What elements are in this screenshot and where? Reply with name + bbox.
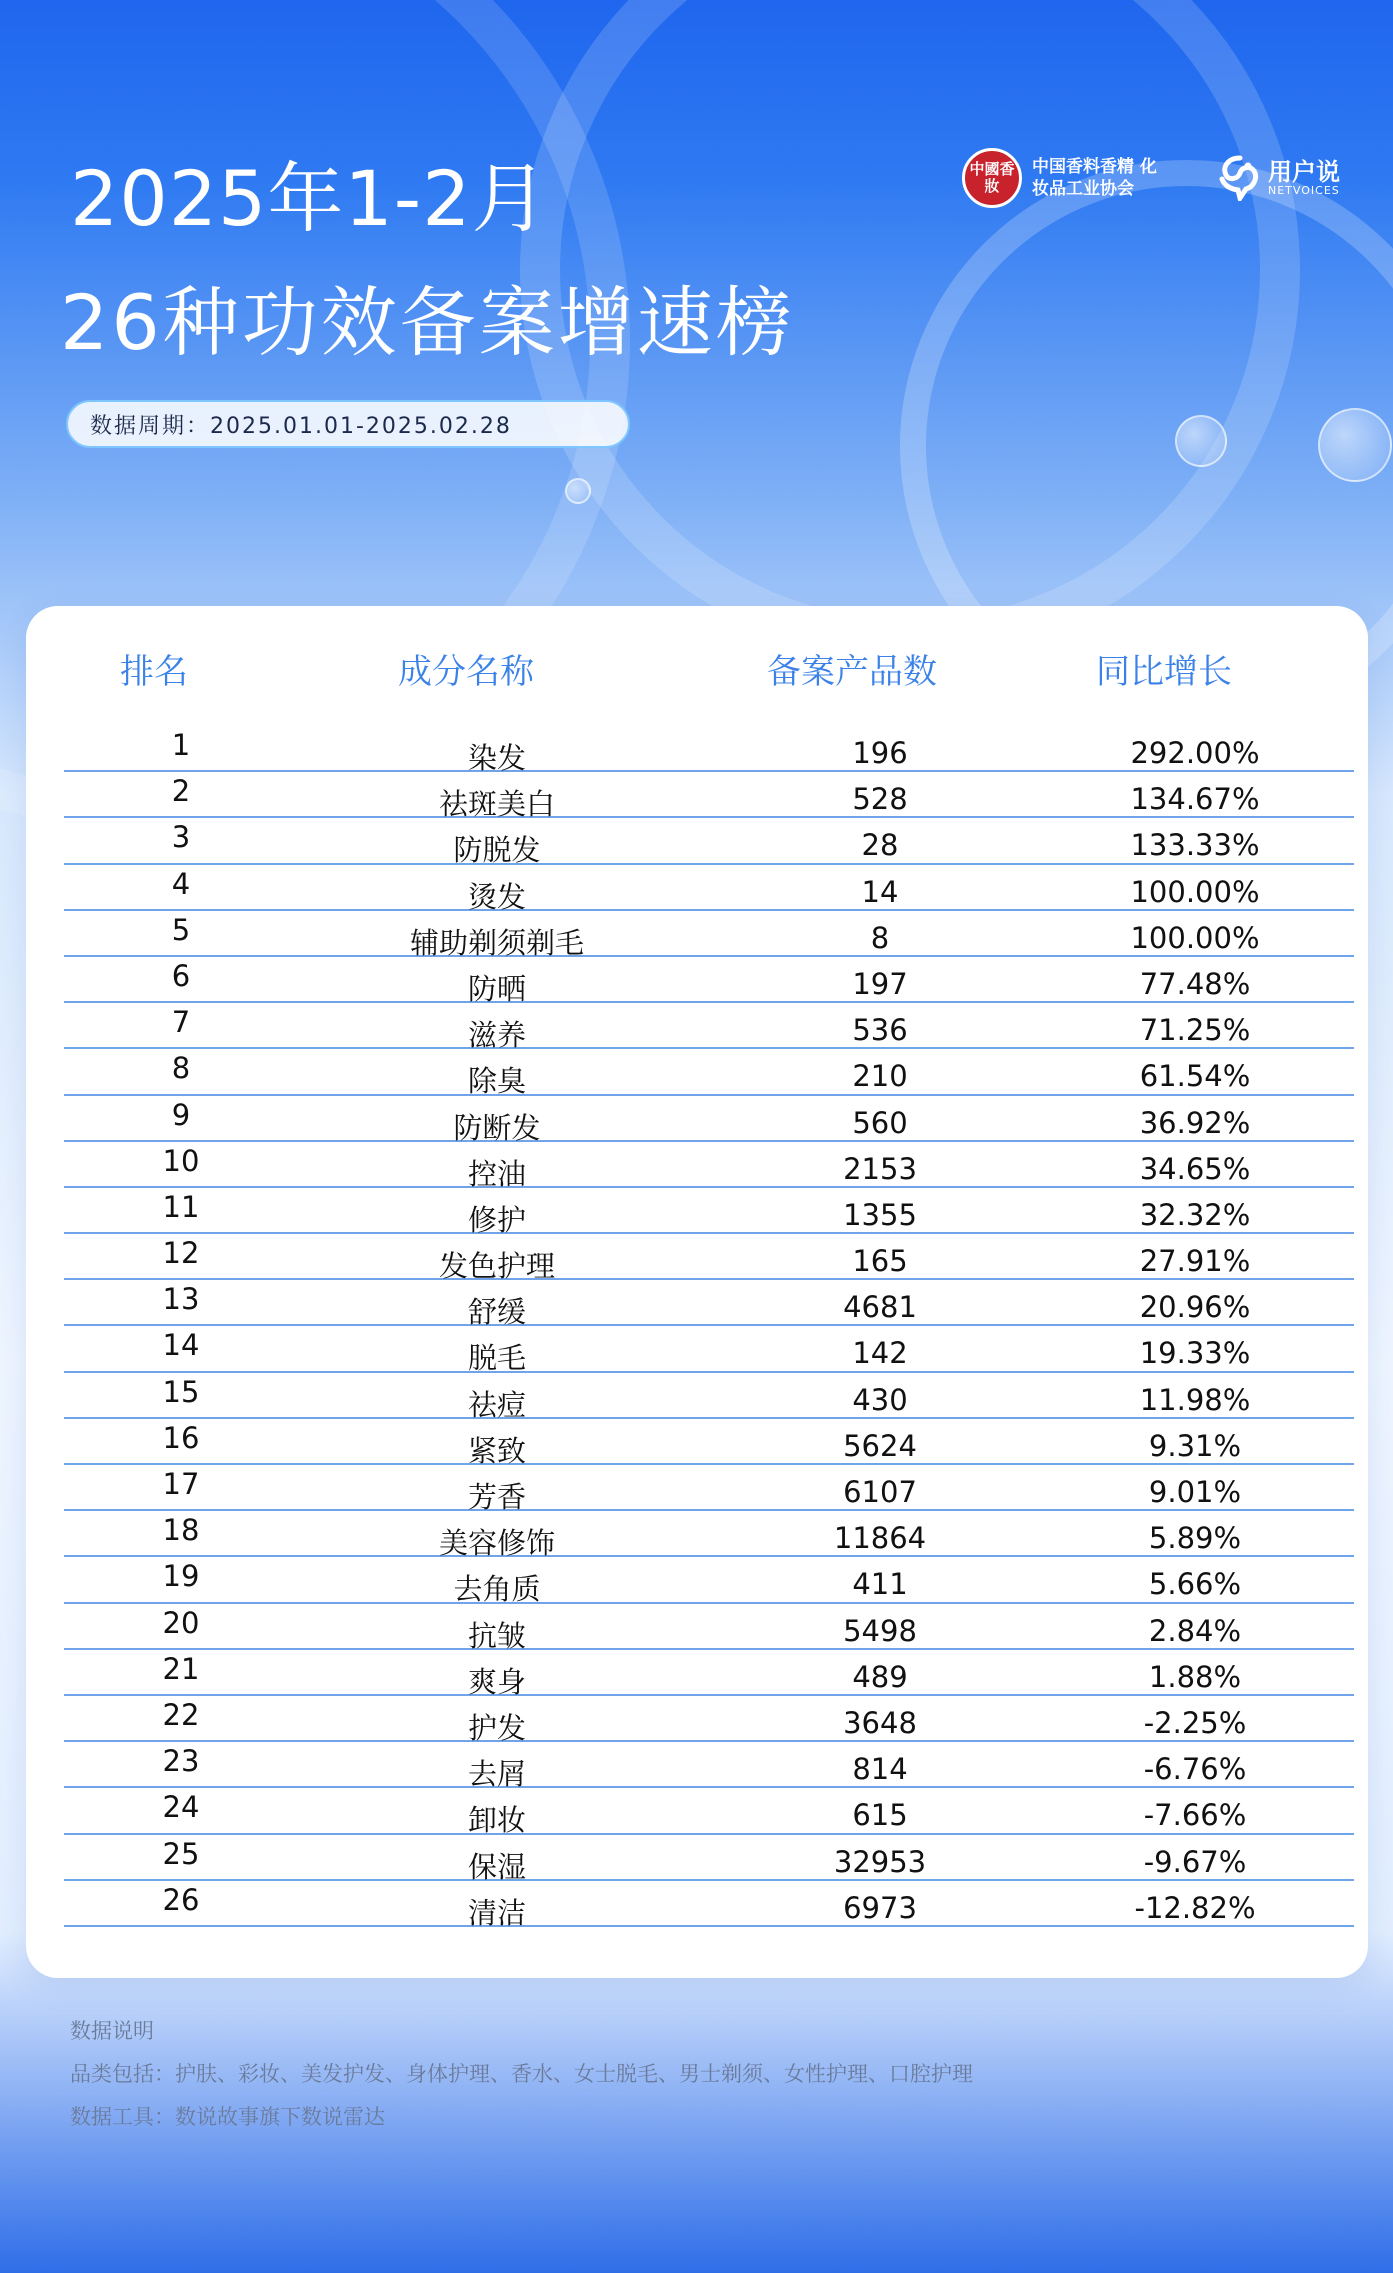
growth-cell: 134.67%	[1130, 782, 1260, 817]
growth-cell: -7.66%	[1143, 1798, 1247, 1833]
notes-tool: 数据工具：数说故事旗下数说雷达	[70, 2105, 385, 2129]
rank-cell: 3	[171, 820, 191, 855]
filing-count-cell: 14	[861, 874, 899, 909]
header-filing-count: 备案产品数	[767, 652, 937, 692]
table-row	[64, 1511, 1354, 1561]
rank-cell: 21	[162, 1651, 200, 1686]
rank-cell: 4	[171, 866, 191, 901]
filing-count-cell: 6107	[843, 1475, 917, 1509]
rank-cell: 7	[171, 1005, 191, 1040]
ingredient-name-cell: 滋养	[467, 1018, 527, 1053]
rank-cell: 13	[162, 1282, 200, 1317]
association-name: 中国香料香精 化妆品工业协会	[1032, 157, 1157, 199]
growth-cell: 5.89%	[1148, 1521, 1242, 1556]
growth-cell: -12.82%	[1134, 1890, 1256, 1925]
netvoices-icon	[1218, 155, 1262, 201]
growth-cell: 77.48%	[1139, 966, 1251, 1001]
filing-count-cell: 210	[852, 1059, 908, 1094]
ingredient-name-cell: 去角质	[453, 1572, 541, 1607]
ingredient-name-cell: 去屑	[467, 1757, 527, 1792]
ingredient-name-cell: 保湿	[467, 1849, 527, 1884]
growth-cell: 20.96%	[1139, 1290, 1251, 1325]
growth-cell: 5.66%	[1148, 1567, 1242, 1602]
rank-cell: 19	[162, 1559, 200, 1594]
growth-cell: 2.84%	[1148, 1613, 1242, 1648]
ingredient-name-cell: 发色护理	[438, 1249, 556, 1284]
ingredient-name-cell: 卸妆	[467, 1803, 527, 1838]
rank-cell: 20	[162, 1605, 200, 1640]
table-row	[64, 726, 1354, 775]
table-row	[64, 818, 1354, 868]
rank-cell: 12	[162, 1236, 200, 1271]
data-period-badge	[66, 400, 630, 448]
ingredient-name-cell: 芳香	[467, 1480, 527, 1514]
header-ingredient-name: 成分名称	[398, 652, 534, 692]
table-row	[64, 1188, 1354, 1237]
growth-cell: 100.00%	[1130, 874, 1260, 909]
rank-cell: 2	[171, 774, 191, 809]
ingredient-name-cell: 祛斑美白	[438, 787, 556, 822]
rank-cell: 24	[162, 1790, 200, 1825]
ingredient-name-cell: 紧致	[467, 1433, 527, 1468]
growth-cell: 34.65%	[1139, 1151, 1251, 1186]
ingredient-name-cell: 防晒	[467, 971, 527, 1006]
ingredient-name-cell: 修护	[467, 1202, 527, 1237]
brand-name: 用户说	[1268, 157, 1340, 186]
growth-cell: 9.01%	[1148, 1475, 1242, 1509]
ingredient-name-cell: 辅助剃须剃毛	[409, 925, 585, 960]
table-row	[64, 911, 1354, 960]
filing-count-cell: 411	[852, 1567, 908, 1602]
table-row	[64, 1326, 1354, 1376]
ingredient-name-cell: 控油	[467, 1156, 527, 1191]
ingredient-name-cell: 染发	[467, 741, 527, 775]
filing-count-cell: 5624	[843, 1428, 917, 1463]
filing-count-cell: 1355	[843, 1197, 917, 1232]
data-period-text: 数据周期：2025.01.01-2025.02.28	[90, 413, 512, 439]
decorative-bubble	[1175, 415, 1227, 467]
rank-cell: 9	[171, 1097, 191, 1132]
table-row	[64, 1096, 1354, 1145]
header-rank: 排名	[120, 652, 188, 692]
association-seal-logo: 中國香妝	[962, 148, 1022, 208]
growth-cell: 9.31%	[1148, 1428, 1242, 1463]
table-row	[64, 1881, 1354, 1930]
table-row	[64, 1604, 1354, 1653]
filing-count-cell: 28	[861, 828, 899, 863]
ingredient-name-cell: 除臭	[467, 1064, 527, 1099]
growth-cell: -2.25%	[1143, 1705, 1247, 1740]
ingredient-name-cell: 防断发	[453, 1110, 541, 1145]
rank-cell: 25	[162, 1836, 200, 1871]
rank-cell: 10	[162, 1143, 200, 1178]
table-row	[64, 1419, 1354, 1468]
growth-cell: 36.92%	[1139, 1105, 1251, 1140]
ingredient-name-cell: 烫发	[467, 879, 527, 914]
decorative-bubble	[1318, 408, 1392, 482]
filing-count-cell: 11864	[833, 1521, 927, 1556]
filing-count-cell: 165	[852, 1244, 908, 1279]
ingredient-name-cell: 爽身	[467, 1664, 527, 1699]
ingredient-name-cell: 美容修饰	[438, 1526, 556, 1561]
ingredient-name-cell: 清洁	[467, 1895, 527, 1930]
ingredient-name-cell: 脱毛	[467, 1341, 527, 1376]
table-row	[64, 1557, 1354, 1607]
table-row	[64, 1234, 1354, 1284]
growth-cell: 27.91%	[1139, 1244, 1251, 1279]
filing-count-cell: 197	[852, 966, 908, 1001]
netvoices-logo	[1218, 155, 1340, 201]
filing-count-cell: 4681	[843, 1290, 917, 1325]
decorative-bubble	[565, 478, 591, 504]
table-row	[64, 865, 1354, 914]
table-row	[64, 1742, 1354, 1792]
rank-cell: 23	[162, 1744, 200, 1779]
filing-count-cell: 2153	[843, 1151, 917, 1186]
table-row	[64, 1696, 1354, 1745]
growth-cell: 71.25%	[1139, 1013, 1251, 1048]
filing-count-cell: 8	[870, 920, 890, 955]
ingredient-name-cell: 防脱发	[453, 833, 541, 868]
filing-count-cell: 196	[852, 736, 908, 770]
header-yoy-growth: 同比增长	[1096, 652, 1232, 692]
page-title: 26种功效备案增速榜	[60, 278, 795, 367]
filing-count-cell: 489	[852, 1659, 908, 1694]
filing-count-cell: 615	[852, 1798, 908, 1833]
data-notes	[70, 2010, 973, 2139]
filing-count-cell: 560	[852, 1105, 908, 1140]
growth-cell: 292.00%	[1130, 736, 1260, 770]
growth-cell: 11.98%	[1139, 1382, 1251, 1417]
rank-cell: 18	[162, 1513, 200, 1548]
page-title-date: 2025年1-2月	[70, 154, 549, 243]
rank-cell: 5	[171, 912, 191, 947]
table-row	[64, 1049, 1354, 1099]
growth-cell: -9.67%	[1143, 1844, 1247, 1879]
logo-group	[962, 148, 1340, 208]
rank-cell: 8	[171, 1051, 191, 1086]
rank-cell: 11	[162, 1189, 200, 1224]
ranking-table-card	[26, 606, 1368, 1978]
filing-count-cell: 814	[852, 1752, 908, 1787]
growth-cell: 133.33%	[1130, 828, 1260, 863]
table-row	[64, 957, 1354, 1006]
growth-cell: -6.76%	[1143, 1752, 1247, 1787]
filing-count-cell: 142	[852, 1336, 908, 1371]
rank-cell: 6	[171, 958, 191, 993]
brand-subtitle: NETVOICES	[1268, 184, 1340, 197]
rank-cell: 15	[162, 1374, 200, 1409]
rank-cell: 16	[162, 1420, 200, 1455]
table-row	[64, 1835, 1354, 1884]
growth-cell: 100.00%	[1130, 920, 1260, 955]
ingredient-name-cell: 护发	[467, 1710, 527, 1745]
table-row	[64, 1650, 1354, 1699]
table-row	[64, 772, 1354, 822]
filing-count-cell: 6973	[843, 1890, 917, 1925]
growth-cell: 61.54%	[1139, 1059, 1251, 1094]
ingredient-name-cell: 舒缓	[467, 1295, 527, 1330]
growth-cell: 1.88%	[1148, 1659, 1242, 1694]
rank-cell: 14	[162, 1328, 200, 1363]
table-row	[64, 1142, 1354, 1191]
table-body	[64, 726, 1354, 1930]
filing-count-cell: 536	[852, 1013, 908, 1048]
table-row	[64, 1465, 1354, 1514]
filing-count-cell: 32953	[833, 1844, 927, 1879]
notes-categories: 品类包括：护肤、彩妆、美发护发、身体护理、香水、女士脱毛、男士剃须、女性护理、口腔护理	[70, 2062, 973, 2086]
rank-cell: 17	[162, 1467, 200, 1501]
growth-cell: 32.32%	[1139, 1197, 1251, 1232]
table-row	[64, 1788, 1354, 1838]
filing-count-cell: 528	[852, 782, 908, 817]
filing-count-cell: 5498	[843, 1613, 917, 1648]
filing-count-cell: 3648	[843, 1705, 917, 1740]
ingredient-name-cell: 祛痘	[467, 1387, 527, 1422]
rank-cell: 26	[162, 1882, 200, 1917]
rank-cell: 22	[162, 1697, 200, 1732]
notes-heading: 数据说明	[70, 2019, 154, 2043]
table-row	[64, 1280, 1354, 1330]
ingredient-name-cell: 抗皱	[467, 1618, 527, 1653]
table-row	[64, 1003, 1354, 1053]
growth-cell: 19.33%	[1139, 1336, 1251, 1371]
rank-cell: 1	[171, 728, 191, 762]
table-header	[26, 644, 1368, 694]
filing-count-cell: 430	[852, 1382, 908, 1417]
table-row	[64, 1373, 1354, 1422]
